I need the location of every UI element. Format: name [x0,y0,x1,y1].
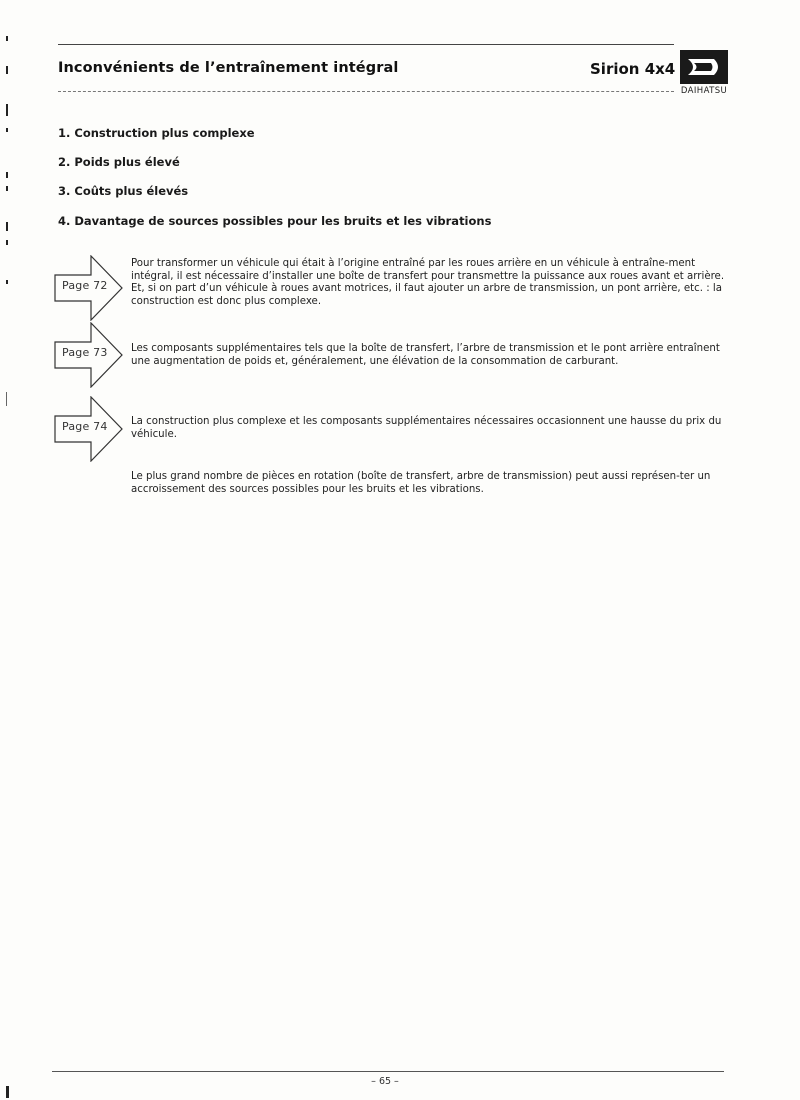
page-number: – 65 – [371,1076,399,1087]
paragraph: Les composants supplémentaires tels que la boîte de transfert, l’arbre de transmission et le pont arrière entraînent une augmentation de poids et, généralement, une élévation de la consommation de carburant. [131,343,720,367]
scan-mark [6,1086,9,1098]
daihatsu-logo [680,50,728,84]
page-ref-label: Page 72 [62,279,108,292]
scan-mark [6,240,8,245]
model-name: Sirion 4x4 [590,60,676,78]
footer-rule [52,1071,724,1072]
list-item: 4. Davantage de sources possibles pour les bruits et les vibrations [58,214,492,228]
scan-mark [6,172,8,178]
scan-mark [6,104,8,116]
scan-mark [6,36,8,41]
page-ref-label: Page 73 [62,346,108,359]
page-ref-label: Page 74 [62,420,108,433]
page-ref-arrow [54,255,128,321]
scan-mark [6,222,8,231]
paragraph: Le plus grand nombre de pièces en rotation (boîte de transfert, arbre de transmission) peut aussi représen-ter un accroissement des sources possibles pour les bruits et les vibrations. [131,471,711,495]
scan-mark [6,280,8,284]
list-item: 2. Poids plus élevé [58,155,180,169]
page-ref-arrow [54,396,128,462]
scan-mark [6,186,8,191]
page-title: Inconvénients de l’entraînement intégral [58,60,399,76]
header-bottom-rule [58,91,674,92]
paragraph: Pour transformer un véhicule qui était à l’origine entraîné par les roues arrière en un véhicule à entraîne-ment intégral, il est nécessaire d’installer une boîte de transfert pour transmettre la puissance aux roues avant et arrière. Et, si on part d’un véhicule à roues avant motrices, il faut ajouter un arbre de transmission, un pont arrière, etc. : la construction est donc plus complexe. [131,258,725,307]
scan-mark [6,66,8,74]
page-ref-arrow [54,322,128,388]
scan-mark [6,392,7,406]
brand-name: DAIHATSU [680,86,728,96]
paragraph: La construction plus complexe et les composants supplémentaires nécessaires occasionnent une hausse du prix du véhicule. [131,416,722,440]
daihatsu-d-mark-icon [680,50,728,84]
list-item: 3. Coûts plus élevés [58,184,189,198]
header-top-rule [58,44,674,45]
scan-mark [6,128,8,132]
list-item: 1. Construction plus complexe [58,126,255,140]
